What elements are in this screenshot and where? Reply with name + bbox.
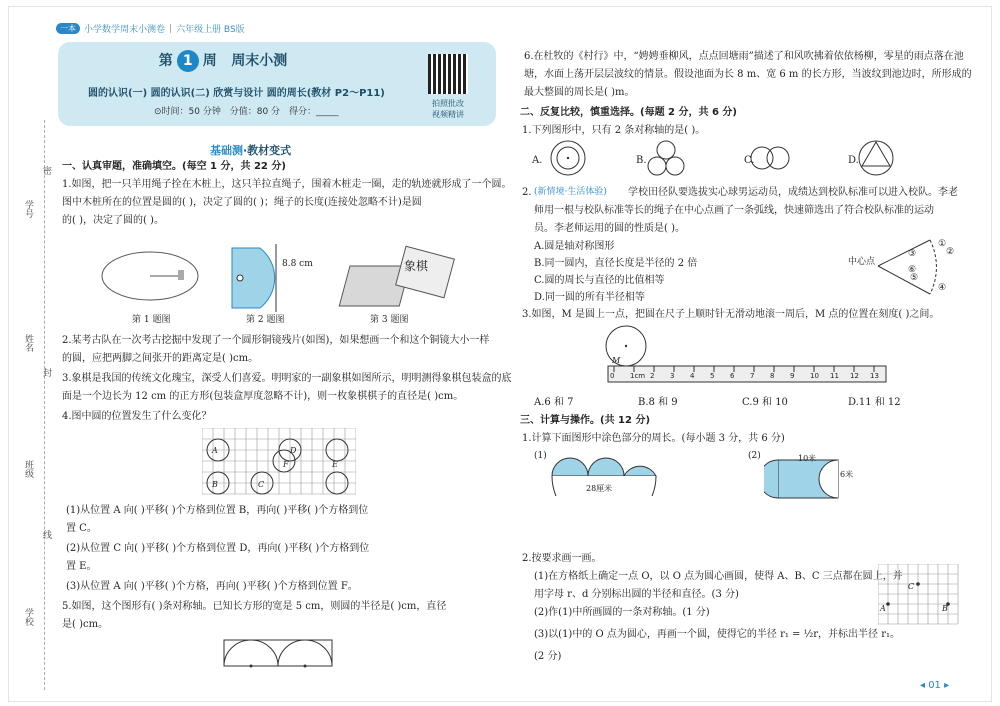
q1-q3-figures bbox=[100, 236, 500, 316]
score-label: 分值：80 分 bbox=[229, 107, 281, 117]
side-mark-feng: 封 bbox=[41, 368, 51, 377]
week-title: 第 1 周 周末小测 bbox=[58, 50, 388, 72]
mc2-line1: 学校田径队要选拔实心球男运动员，成绩达到校队标准可以进入校队。李老 bbox=[628, 187, 958, 198]
time-label: ⊙时间：50 分钟 bbox=[154, 107, 221, 117]
draw-point-c: C bbox=[908, 582, 915, 591]
q1-line1: 1.如图，把一只羊用绳子拴在木桩上，这只羊拉直绳子，围着木桩走一圈，走的轨迹就形成了一个圆。 bbox=[62, 179, 512, 190]
grid-label-e: E bbox=[332, 460, 338, 469]
topics-line: 圆的认识(一) 圆的认识(二) 欣赏与设计 圆的周长(教材 P2～P11) bbox=[88, 88, 385, 99]
ruler-scale: 0 1cm 2 3 4 5 6 7 8 9 10 11 12 13 bbox=[610, 372, 879, 380]
draw-point-b: B bbox=[942, 604, 948, 613]
mc2-line3: 员。李老师运用的圆的性质是( )。 bbox=[534, 223, 685, 234]
thrower-2: ② bbox=[946, 247, 955, 257]
q3-line1: 3.象棋是我国的传统文化瑰宝，深受人们喜爱。明明家的一副象棋如图所示，明明测得象棋包装盒的底 bbox=[62, 373, 512, 384]
mc2-number: 2. bbox=[522, 187, 532, 198]
mc1-option-d[interactable]: D. bbox=[848, 155, 859, 166]
draw-1-line2: 用字母 r、d 分别标出圆的半径和直径。(3 分) bbox=[534, 589, 739, 600]
q4-1-line2: 置 C。 bbox=[66, 523, 97, 534]
grid-label-f: F bbox=[283, 460, 289, 469]
q2-line2: 的圆，应把两脚之间张开的距离定是( )cm。 bbox=[62, 353, 259, 364]
mc3-option-b[interactable]: B.8 和 9 bbox=[638, 397, 678, 408]
week-banner bbox=[58, 42, 496, 126]
got-label: 得分：_____ bbox=[288, 107, 339, 117]
mc2-option-d[interactable]: D.同一圆的所有半径相等 bbox=[534, 292, 645, 303]
mc2-option-b[interactable]: B.同一圆内，直径长度是半径的 2 倍 bbox=[534, 258, 698, 269]
q4-3-line: (3)从位置 A 向( )平移( )个方格，再向( )平移( )个方格到位置 F。 bbox=[66, 581, 358, 592]
q2-line1: 2.某考古队在一次考古挖掘中发现了一个圆形铜镜残片(如图)，如果想画一个和这个铜镜大小一样 bbox=[62, 335, 490, 346]
side-label-school: 学校 bbox=[23, 608, 33, 626]
mc1-option-c[interactable]: C. bbox=[744, 155, 755, 166]
thrower-1: ① bbox=[938, 239, 947, 249]
mc2-line2: 师用一根与校队标准等长的绳子在中心点画了一条弧线，快速筛选出了符合校队标准的运动 bbox=[534, 205, 934, 216]
meta-line bbox=[154, 104, 344, 117]
section-1-heading: 一、认真审题，准确填空。(每空 1 分，共 22 分) bbox=[62, 161, 286, 172]
grid-label-c: C bbox=[258, 480, 265, 489]
page-number: ◂ 01 ▸ bbox=[920, 680, 950, 691]
draw-1-line1: (1)在方格纸上确定一点 O，以 O 点为圆心画圆，使得 A、B、C 三点都在圆上，并 bbox=[534, 571, 903, 582]
mc3-stem: 3.如图，M 是圆上一点，把圆在尺子上顺时针无滑动地滚一周后，M 点的位置在刻度( )之间。 bbox=[522, 309, 940, 320]
q1-line2: 图中木桩所在的位置是圆的( )，决定了圆的( )；绳子的长度(连接处忽略不计)是圆 bbox=[62, 197, 422, 208]
calc1-height-6: 6米 bbox=[840, 470, 854, 479]
calc1-width-10: 10米 bbox=[798, 454, 817, 463]
q4-1-line1: (1)从位置 A 向( )平移( )个方格到位置 B，再向( )平移( )个方格到位 bbox=[66, 505, 369, 516]
thrower-5: ⑤ bbox=[910, 273, 919, 283]
point-m-label: M bbox=[612, 356, 621, 365]
header: 一本 小学数学周末小测卷 | 六年级上册 BS版 bbox=[56, 22, 245, 35]
mc3-option-d[interactable]: D.11 和 12 bbox=[848, 397, 901, 408]
calc1-stem: 1.计算下面图形中涂色部分的周长。(每小题 3 分，共 6 分) bbox=[522, 433, 785, 444]
draw-2-line: (2)作(1)中所画圆的一条对称轴。(1 分) bbox=[534, 607, 710, 618]
draw-3-points: (2 分) bbox=[534, 651, 562, 662]
side-label-name: 姓名 bbox=[23, 334, 33, 352]
mc3-option-c[interactable]: C.9 和 10 bbox=[742, 397, 788, 408]
draw-stem: 2.按要求画一画。 bbox=[522, 553, 602, 564]
fig1-caption: 第 1 题图 bbox=[132, 315, 171, 325]
fig2-caption: 第 2 题图 bbox=[246, 315, 285, 325]
qr-caption: 拍照批改 视频精讲 bbox=[432, 99, 464, 119]
q4-title: 4.图中圆的位置发生了什么变化？ bbox=[62, 411, 212, 422]
mc2-option-c[interactable]: C.圆的周长与直径的比值相等 bbox=[534, 275, 665, 286]
mc3-option-a[interactable]: A.6 和 7 bbox=[534, 397, 574, 408]
draw-point-a: A bbox=[880, 604, 886, 613]
side-mark-xian: 线 bbox=[41, 530, 51, 539]
q5-figure bbox=[222, 636, 334, 672]
section-badge: 基础测·教材变式 bbox=[210, 144, 292, 157]
mc2-center-label: 中心点 bbox=[848, 257, 876, 267]
calc1-width-28: 28厘米 bbox=[586, 484, 613, 493]
fig2-dimension: 8.8 cm bbox=[282, 259, 313, 269]
grid-label-b: B bbox=[212, 480, 218, 489]
section-2-heading: 二、反复比较，慎重选择。(每题 2 分，共 6 分) bbox=[520, 107, 737, 118]
mc2-option-a[interactable]: A.圆是轴对称图形 bbox=[534, 241, 615, 252]
calc1-sub1: (1) bbox=[534, 451, 547, 461]
q4-2-line2: 置 E。 bbox=[66, 561, 97, 572]
q1-line3: 的( )，决定了圆的( )。 bbox=[62, 215, 164, 226]
side-label-class: 班级 bbox=[23, 460, 33, 478]
q6-line1: 6.在杜牧的《村行》中，“娉娉垂柳风，点点回塘雨”描述了和风吹拂着依依杨柳，零星的雨点落在池 bbox=[524, 51, 964, 62]
grade-label: 六年级上册 BS版 bbox=[176, 25, 245, 35]
q6-line3: 最大整圆的周长是( )m。 bbox=[524, 87, 635, 98]
thrower-6: ⑥ bbox=[908, 265, 917, 275]
q3-line2: 面是一个边长为 12 cm 的正方形(包装盒厚度忽略不计)，则一枚象棋棋子的直径是( )cm。 bbox=[62, 391, 464, 402]
fig3-box-label: 象棋 bbox=[404, 259, 429, 273]
mc1-stem: 1.下列图形中，只有 2 条对称轴的是( )。 bbox=[522, 125, 706, 136]
side-mark-mi: 密 bbox=[41, 166, 51, 175]
mc1-option-a[interactable]: A. bbox=[532, 155, 543, 166]
mc1-option-b[interactable]: B. bbox=[636, 155, 647, 166]
brand-logo: 一本 bbox=[56, 23, 80, 34]
thrower-4: ④ bbox=[938, 283, 947, 293]
binding-line bbox=[44, 120, 45, 690]
grid-label-d: D bbox=[290, 446, 297, 455]
q5-line1: 5.如图，这个图形有( )条对称轴。已知长方形的宽是 5 cm，则圆的半径是( )cm，直径 bbox=[62, 601, 447, 612]
side-label-xuehao: 学号 bbox=[23, 200, 33, 218]
draw-3-line: (3)以(1)中的 O 点为圆心，再画一个圆，使得它的半径 r₁ = ½r，并标出半径 r₁。 bbox=[534, 629, 901, 640]
week-number: 1 bbox=[177, 50, 199, 72]
thrower-3: ③ bbox=[908, 249, 917, 259]
series-title: 小学数学周末小测卷 bbox=[84, 25, 166, 35]
mc2-tag: (新情境·生活体验) bbox=[534, 187, 607, 197]
q5-line2: 是( )cm。 bbox=[62, 619, 109, 630]
fig3-caption: 第 3 题图 bbox=[370, 315, 409, 325]
grid-label-a: A bbox=[212, 446, 218, 455]
q6-line2: 塘，水面上荡开层层波纹的情景。假设池面为长 8 m、宽 6 m 的长方形，当波纹到池边时，所形成的 bbox=[524, 69, 972, 80]
calc1-sub2: (2) bbox=[748, 451, 761, 461]
q4-2-line1: (2)从位置 C 向( )平移( )个方格到位置 D，再向( )平移( )个方格到位 bbox=[66, 543, 370, 554]
section-3-heading: 三、计算与操作。(共 12 分) bbox=[520, 415, 651, 426]
qr-code[interactable] bbox=[428, 54, 468, 94]
